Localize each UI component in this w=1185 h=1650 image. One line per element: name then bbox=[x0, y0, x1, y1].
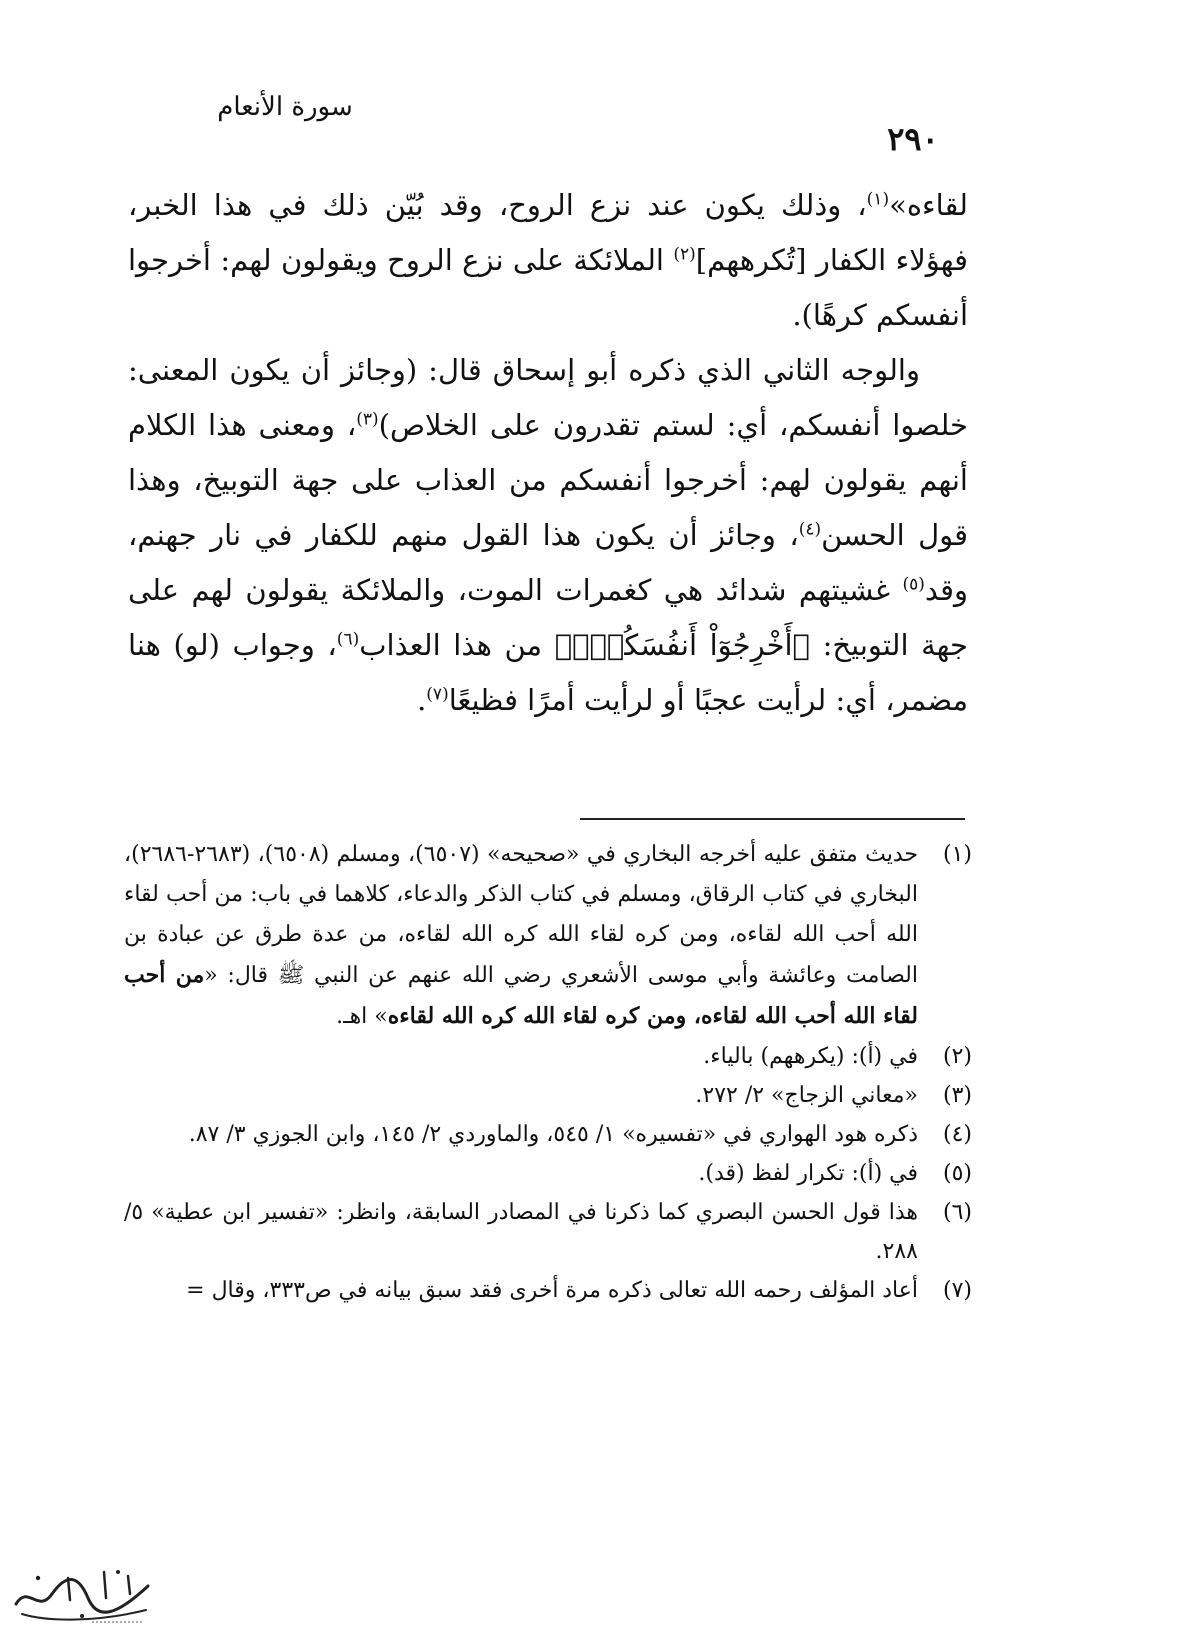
footnote-text bbox=[124, 835, 918, 1037]
footnote-text: ذكره هود الهواري في «تفسيره» ١/ ٥٤٥، والماوردي ٢/ ١٤٥، وابن الجوزي ٣/ ٨٧. bbox=[188, 1122, 918, 1147]
footnote-number: (٥) bbox=[942, 1161, 972, 1186]
footnote-number: (٦) bbox=[942, 1200, 972, 1225]
footnote-number: (٤) bbox=[942, 1122, 972, 1147]
footnote-7 bbox=[124, 1271, 972, 1310]
footnote-3 bbox=[124, 1076, 972, 1115]
footnote-ref: (٧) bbox=[426, 684, 449, 705]
footnote-ref: (٥) bbox=[902, 574, 925, 595]
paragraph-2 bbox=[128, 343, 968, 728]
calligraphy-logo-icon bbox=[8, 1564, 158, 1628]
quran-verse: ﴿أَخْرِجُوٓاْ أَنفُسَكُمُۖ﴾ bbox=[554, 628, 810, 662]
running-header-title: سورة الأنعام bbox=[217, 92, 353, 122]
text-segment: . bbox=[417, 683, 427, 717]
footnote-ref: (١) bbox=[866, 189, 890, 210]
text-segment: غشيتهم شدائد هي كغمرات الموت، والملائكة يقولون لهم على جهة التوبيخ: bbox=[128, 573, 968, 662]
text-segment: ، وجائز أن يكون هذا القول منهم للكفار في نار جهنم، وقد bbox=[128, 518, 968, 607]
footnote-ref: (٣) bbox=[356, 409, 379, 430]
footnote-6 bbox=[124, 1193, 972, 1271]
text-segment: الملائكة على نزع الروح ويقولون لهم: أخرجوا أنفسكم كرهًا). bbox=[128, 243, 968, 332]
text-segment: ، ومعنى هذا الكلام أنهم يقولون لهم: أخرجوا أنفسكم من العذاب على جهة التوبيخ، وهذا قول الحسن bbox=[128, 408, 968, 552]
footnote-1 bbox=[124, 835, 972, 1037]
footnote-number: (٢) bbox=[942, 1044, 972, 1069]
footnote-text: «معاني الزجاج» ٢/ ٢٧٢. bbox=[695, 1083, 918, 1108]
text-segment: ، وجواب (لو) هنا مضمر، أي: لرأيت عجبًا أو لرأيت أمرًا فظيعًا bbox=[128, 628, 968, 717]
text-segment: لقاءه» bbox=[889, 188, 968, 222]
footnote-text: في (أ): (يكرههم) بالياء. bbox=[703, 1044, 918, 1069]
text-segment: ، وذلك يكون عند نزع الروح، وقد بُيّن ذلك في هذا الخبر، فهؤلاء الكفار [تُكرههم] bbox=[128, 188, 968, 277]
footnote-text: أعاد المؤلف رحمه الله تعالى ذكره مرة أخرى فقد سبق بيانه في ص٣٣٣، وقال = bbox=[186, 1278, 918, 1303]
footnote-ref: (٢) bbox=[673, 244, 696, 265]
footnote-4 bbox=[124, 1115, 972, 1154]
footnote-text: هذا قول الحسن البصري كما ذكرنا في المصادر السابقة، وانظر: «تفسير ابن عطية» ٥/ ٢٨٨. bbox=[124, 1200, 918, 1264]
footnote-5 bbox=[124, 1154, 972, 1193]
text-segment: والوجه الثاني الذي ذكره أبو إسحاق قال: (وجائز أن يكون المعنى: خلصوا أنفسكم، أي: لستم تقدرون على الخلاص) bbox=[128, 353, 968, 442]
footnote-ref: (٦) bbox=[336, 629, 360, 650]
footnote-text-part: حديث متفق عليه أخرجه البخاري في «صحيحه» (٦٥٠٧)، ومسلم (٦٥٠٨)، (٢٦٨٣-٢٦٨٦)، البخاري في كتاب الرقاق، ومسلم في كتاب الذكر والدعاء، كلاهما في باب: من أحب لقاء الله أحب الله لقاءه، ومن كره لقاء الله كره الله لقاءه، من عدة طرق عن عبادة بن الصامت وعائشة وأبي موسى الأشعري رضي الله عنهم عن النبي ﷺ قال: « bbox=[124, 842, 919, 988]
footnote-2 bbox=[124, 1037, 972, 1076]
footnote-number: (٣) bbox=[942, 1083, 972, 1108]
footnote-divider bbox=[580, 818, 965, 820]
page-number: ٢٩٠ bbox=[887, 120, 939, 158]
footnote-ref: (٤) bbox=[798, 519, 822, 540]
logo-svg bbox=[8, 1564, 158, 1628]
footnote-text: في (أ): تكرار لفظ (قد). bbox=[698, 1161, 918, 1186]
footnote-number: (٧) bbox=[942, 1278, 972, 1303]
text-segment: من هذا العذاب bbox=[359, 628, 555, 662]
hadith-text: من أحب لقاء الله أحب الله لقاءه، ومن كره لقاء الله كره الله لقاءه bbox=[124, 962, 918, 1029]
footnote-text-end: » اهـ. bbox=[336, 1004, 388, 1029]
footnotes bbox=[124, 835, 972, 1310]
footnote-number: (١) bbox=[942, 842, 972, 867]
paragraph-1 bbox=[128, 178, 968, 343]
main-text bbox=[128, 178, 968, 728]
